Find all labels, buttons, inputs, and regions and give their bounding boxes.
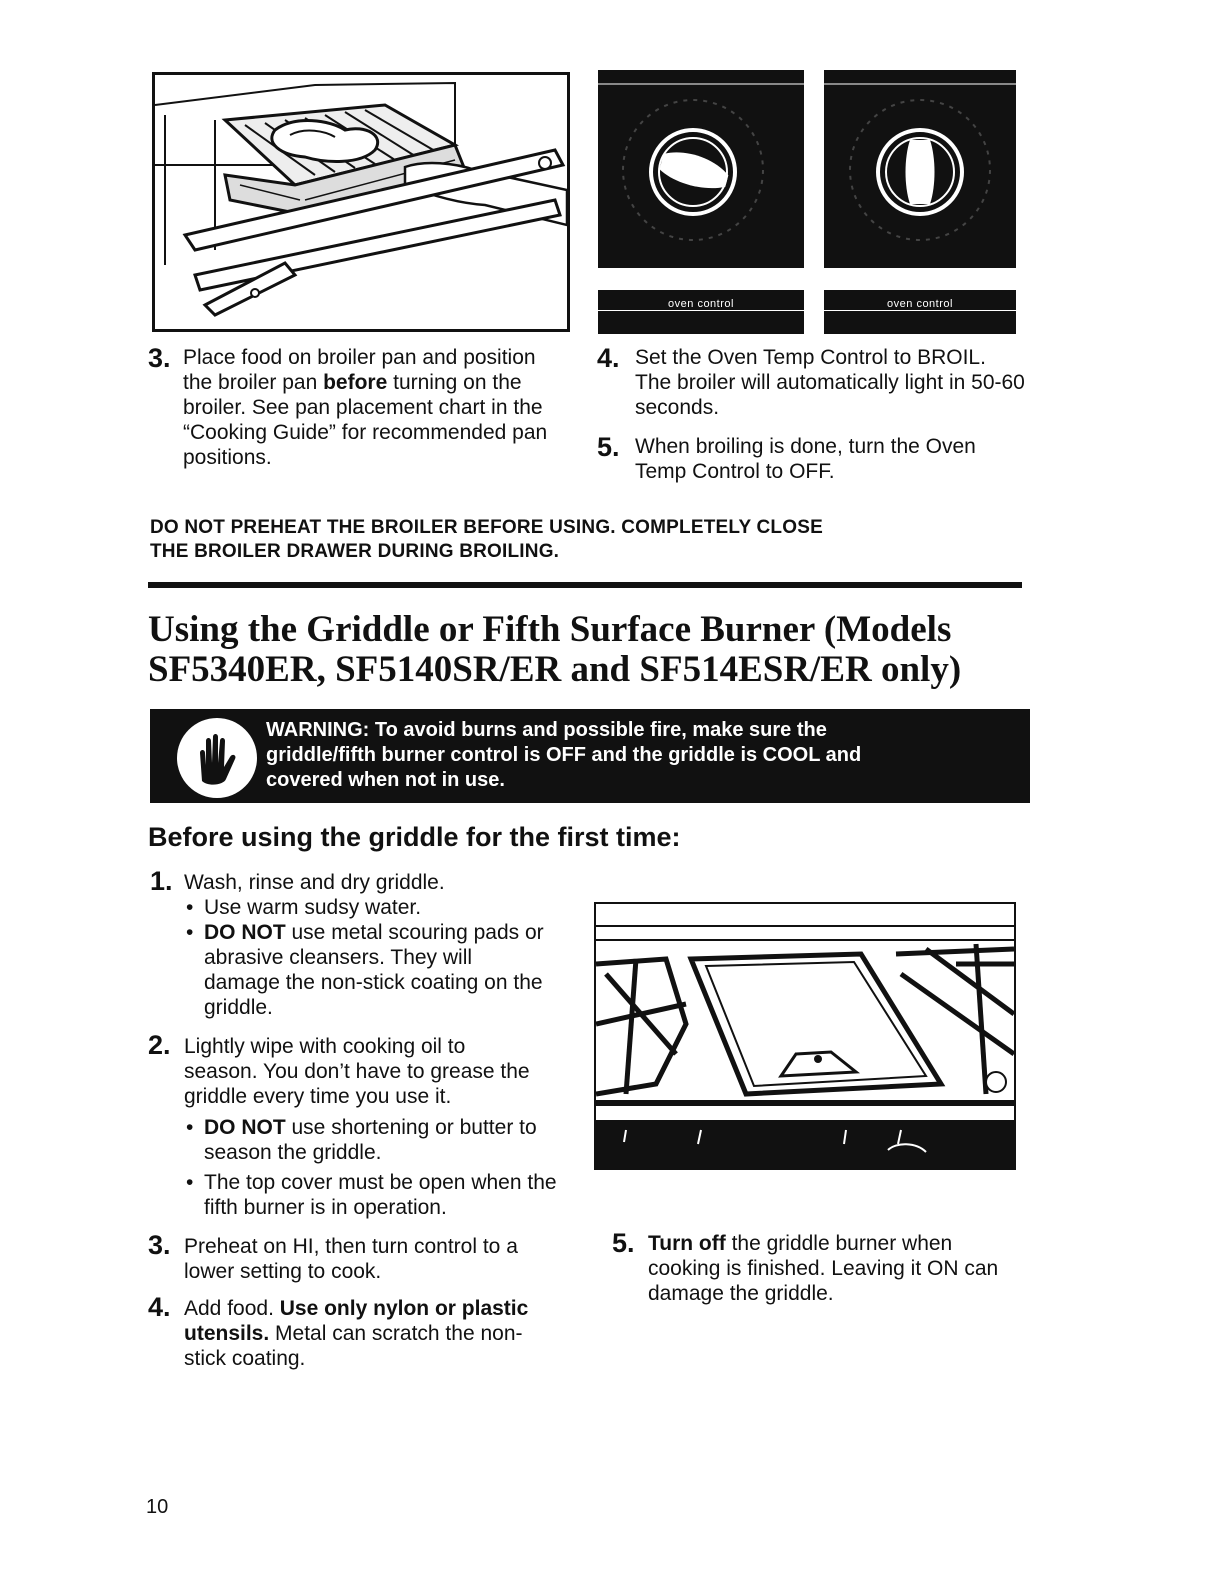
section-title-line-2: SF5340ER, SF5140SR/ER and SF514ESR/ER only) [148,649,962,690]
bullet-text: The top cover must be open when the fifth burner is in operation. [204,1171,557,1219]
step-4-number: 4. [597,343,620,373]
step-3-text [183,345,553,470]
griddle-step-3-number: 3. [148,1230,171,1260]
step-5-text: When broiling is done, turn the Oven Temp Control to OFF. [635,435,976,483]
bullet-dot: • [186,1171,194,1194]
step-4-text: Set the Oven Temp Control to BROIL. The broiler will automatically light in 50-60 seconds. [635,346,1025,419]
step-3-text-part2: turning on the broiler. See pan placement chart in the “Cooking Guide” for recommended pan positions. [183,371,548,469]
oven-control-knobs-illustration [598,70,1016,334]
griddle-step-1-text: Wash, rinse and dry griddle. [184,871,445,894]
warning-line-2: griddle/fifth burner control is OFF and the griddle is COOL and [266,744,862,766]
griddle-subheading: Before using the griddle for the first time: [148,822,681,852]
griddle-step-4-text [184,1296,564,1371]
knob-panel-left [598,70,804,334]
knob-label-right: oven control [887,298,953,310]
step-3-text-part1: Place food on broiler pan and position the broiler pan [183,346,536,394]
griddle-step-5-number: 5. [612,1228,635,1258]
bullet-dot: • [186,921,194,944]
bullet-text [204,920,549,1020]
griddle-cooktop-illustration [594,902,1016,1170]
bullet-text: Use warm sudsy water. [204,896,422,919]
griddle-step-5-text-rest: the griddle burner when cooking is finished. Leaving it ON can damage the griddle. [648,1232,999,1305]
griddle-step-4-number: 4. [148,1292,171,1322]
bullet-dot: • [186,896,194,919]
page-number: 10 [146,1496,169,1518]
griddle-step-2-number: 2. [148,1030,171,1060]
knob-panel-right [824,70,1016,334]
warning-box [150,709,1030,803]
bullet-dot: • [186,1116,194,1139]
bullet-text [204,1115,559,1165]
griddle-step-1-number: 1. [150,866,173,896]
bullet-text-rest: use metal scouring pads or abrasive cleansers. They will damage the non-stick coating on the griddle. [204,921,544,1019]
bullet-text-rest: use shortening or butter to season the griddle. [204,1116,537,1164]
caution-line-1: DO NOT PREHEAT THE BROILER BEFORE USING. COMPLETELY CLOSE [150,517,823,538]
griddle-step-5-text-bold: Turn off [648,1232,726,1255]
griddle-drawing [596,904,1014,1168]
step-5-number: 5. [597,432,620,462]
broiler-drawer-drawing [155,75,567,329]
warning-line-3: covered when not in use. [266,769,505,791]
griddle-step-4-text-part1: Add food. [184,1297,280,1320]
step-3-text-bold: before [323,371,388,394]
griddle-step-5-text [648,1231,1018,1306]
griddle-step-4-text-part2: Metal can scratch the non-stick coating. [184,1322,523,1370]
griddle-step-2-text: Lightly wipe with cooking oil to season. You don’t have to grease the griddle every time you use it. [184,1035,530,1108]
step-3-number: 3. [148,343,171,373]
warning-line-1: WARNING: To avoid burns and possible fire, make sure the [266,719,827,741]
griddle-step-4-text-bold: Use only nylon or plastic utensils. [184,1297,529,1345]
section-divider [148,582,1022,588]
broiler-pan-illustration [152,72,570,332]
bullet-text-bold: DO NOT [204,921,286,944]
section-title-line-1: Using the Griddle or Fifth Surface Burner (Models [148,609,952,650]
hand-warning-icon [172,713,262,803]
griddle-step-3-text: Preheat on HI, then turn control to a lower setting to cook. [184,1235,518,1283]
bullet-text-bold: DO NOT [204,1116,286,1139]
caution-line-2: THE BROILER DRAWER DURING BROILING. [150,541,560,562]
knob-label-left: oven control [668,298,734,310]
